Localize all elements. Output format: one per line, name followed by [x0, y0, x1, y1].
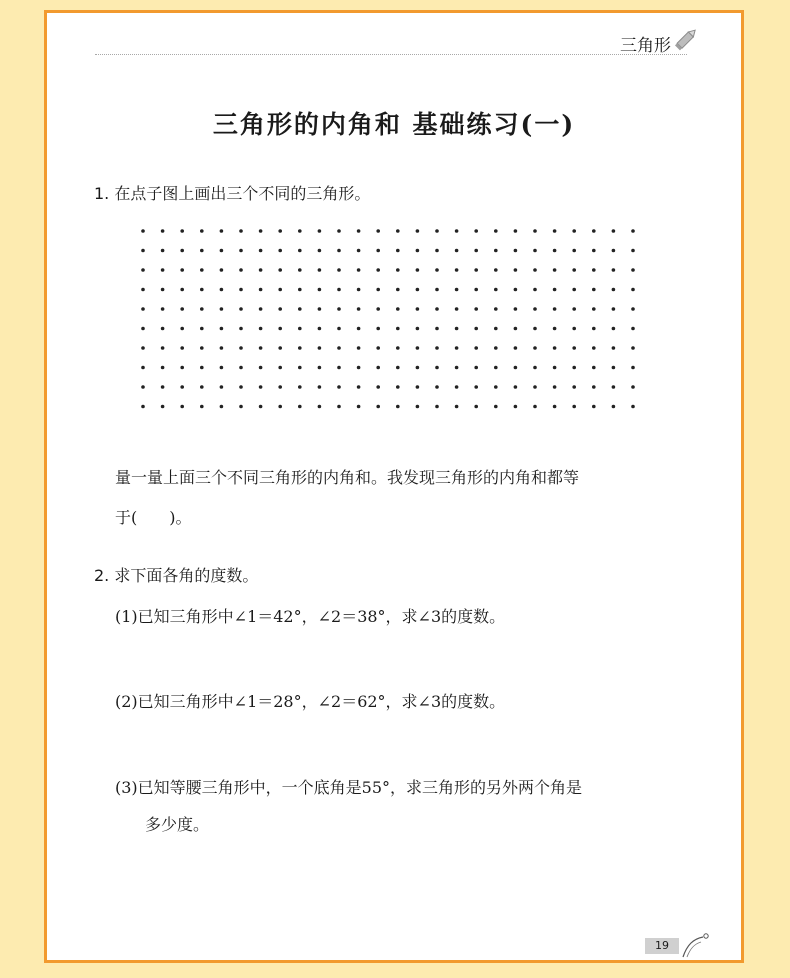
grid-dot[interactable] — [455, 288, 459, 292]
grid-dot[interactable] — [357, 327, 361, 331]
grid-dot[interactable] — [416, 346, 420, 350]
grid-dot[interactable] — [337, 229, 341, 233]
grid-dot[interactable] — [416, 366, 420, 370]
grid-dot[interactable] — [572, 385, 576, 389]
grid-dot[interactable] — [200, 346, 204, 350]
grid-dot[interactable] — [612, 327, 616, 331]
grid-dot[interactable] — [239, 288, 243, 292]
grid-dot[interactable] — [416, 327, 420, 331]
question-2-item-3-line2: 多少度。 — [145, 815, 210, 834]
grid-dot[interactable] — [161, 288, 165, 292]
grid-dot[interactable] — [200, 229, 204, 233]
grid-dot[interactable] — [200, 366, 204, 370]
grid-dot[interactable] — [553, 268, 557, 272]
grid-dot[interactable] — [141, 268, 145, 272]
grid-dot[interactable] — [337, 249, 341, 253]
grid-dot[interactable] — [494, 307, 498, 311]
question-1-line1: 量一量上面三个不同三角形的内角和。我发现三角形的内角和都等 — [115, 468, 580, 487]
grid-dot[interactable] — [435, 385, 439, 389]
grid-dot[interactable] — [396, 268, 400, 272]
grid-dot[interactable] — [200, 405, 204, 409]
grid-dot[interactable] — [494, 366, 498, 370]
grid-dot[interactable] — [612, 366, 616, 370]
grid-dot[interactable] — [416, 405, 420, 409]
grid-dot[interactable] — [533, 249, 537, 253]
grid-dot[interactable] — [455, 268, 459, 272]
grid-dot[interactable] — [161, 249, 165, 253]
grid-dot[interactable] — [200, 268, 204, 272]
grid-dot[interactable] — [298, 307, 302, 311]
grid-dot[interactable] — [200, 249, 204, 253]
grid-dot[interactable] — [376, 385, 380, 389]
grid-dot[interactable] — [180, 405, 184, 409]
grid-dot[interactable] — [141, 249, 145, 253]
grid-dot[interactable] — [631, 346, 635, 350]
grid-dot[interactable] — [494, 385, 498, 389]
grid-dot[interactable] — [514, 288, 518, 292]
grid-dot[interactable] — [396, 327, 400, 331]
grid-dot[interactable] — [592, 249, 596, 253]
grid-dot[interactable] — [592, 288, 596, 292]
grid-dot[interactable] — [494, 346, 498, 350]
grid-dot[interactable] — [514, 346, 518, 350]
grid-dot[interactable] — [180, 327, 184, 331]
grid-dot[interactable] — [298, 249, 302, 253]
grid-dot[interactable] — [318, 249, 322, 253]
grid-dot[interactable] — [278, 327, 282, 331]
grid-dot[interactable] — [239, 346, 243, 350]
grid-dot[interactable] — [376, 366, 380, 370]
grid-dot[interactable] — [200, 288, 204, 292]
grid-dot[interactable] — [318, 288, 322, 292]
grid-dot[interactable] — [396, 366, 400, 370]
grid-dot[interactable] — [435, 249, 439, 253]
grid-dot[interactable] — [494, 327, 498, 331]
grid-dot[interactable] — [474, 366, 478, 370]
grid-dot[interactable] — [239, 405, 243, 409]
grid-dot[interactable] — [259, 307, 263, 311]
grid-dot[interactable] — [259, 366, 263, 370]
grid-dot[interactable] — [318, 307, 322, 311]
grid-dot[interactable] — [298, 268, 302, 272]
grid-dot[interactable] — [514, 385, 518, 389]
grid-dot[interactable] — [376, 268, 380, 272]
grid-dot[interactable] — [259, 288, 263, 292]
grid-dot[interactable] — [553, 405, 557, 409]
grid-dot[interactable] — [416, 229, 420, 233]
grid-dot[interactable] — [239, 327, 243, 331]
grid-dot[interactable] — [396, 405, 400, 409]
dot-grid[interactable] — [135, 225, 645, 430]
grid-dot[interactable] — [318, 268, 322, 272]
grid-dot[interactable] — [592, 385, 596, 389]
grid-dot[interactable] — [455, 346, 459, 350]
grid-dot[interactable] — [533, 229, 537, 233]
grid-dot[interactable] — [514, 405, 518, 409]
grid-dot[interactable] — [239, 307, 243, 311]
grid-dot[interactable] — [514, 249, 518, 253]
grid-dot[interactable] — [474, 405, 478, 409]
grid-dot[interactable] — [239, 268, 243, 272]
grid-dot[interactable] — [612, 229, 616, 233]
grid-dot[interactable] — [572, 268, 576, 272]
grid-dot[interactable] — [259, 268, 263, 272]
grid-dot[interactable] — [592, 307, 596, 311]
grid-dot[interactable] — [200, 327, 204, 331]
grid-dot[interactable] — [553, 346, 557, 350]
grid-dot[interactable] — [220, 385, 224, 389]
pencil-icon — [673, 25, 701, 53]
grid-dot[interactable] — [239, 229, 243, 233]
grid-dot[interactable] — [337, 268, 341, 272]
grid-dot[interactable] — [318, 366, 322, 370]
grid-dot[interactable] — [357, 307, 361, 311]
grid-dot[interactable] — [612, 405, 616, 409]
grid-dot[interactable] — [474, 249, 478, 253]
question-2-item-1: (1)已知三角形中∠1＝42°，∠2＝38°，求∠3的度数。 — [115, 607, 506, 626]
grid-dot[interactable] — [455, 307, 459, 311]
grid-dot[interactable] — [612, 249, 616, 253]
grid-dot[interactable] — [318, 405, 322, 409]
grid-dot[interactable] — [474, 385, 478, 389]
grid-dot[interactable] — [396, 385, 400, 389]
grid-dot[interactable] — [220, 366, 224, 370]
grid-dot[interactable] — [357, 249, 361, 253]
grid-dot[interactable] — [435, 327, 439, 331]
grid-dot[interactable] — [533, 346, 537, 350]
grid-dot[interactable] — [376, 307, 380, 311]
grid-dot[interactable] — [357, 405, 361, 409]
grid-dot[interactable] — [278, 229, 282, 233]
grid-dot[interactable] — [631, 268, 635, 272]
grid-dot[interactable] — [298, 346, 302, 350]
grid-dot[interactable] — [553, 327, 557, 331]
grid-dot[interactable] — [474, 307, 478, 311]
grid-dot[interactable] — [337, 346, 341, 350]
grid-dot[interactable] — [631, 327, 635, 331]
grid-dot[interactable] — [553, 229, 557, 233]
grid-dot[interactable] — [278, 249, 282, 253]
grid-dot[interactable] — [357, 268, 361, 272]
grid-dot[interactable] — [572, 327, 576, 331]
grid-dot[interactable] — [220, 249, 224, 253]
grid-dot[interactable] — [180, 366, 184, 370]
grid-dot[interactable] — [396, 229, 400, 233]
grid-dot[interactable] — [220, 268, 224, 272]
grid-dot[interactable] — [220, 288, 224, 292]
grid-dot[interactable] — [180, 268, 184, 272]
grid-dot[interactable] — [259, 346, 263, 350]
grid-dot[interactable] — [631, 405, 635, 409]
grid-dot[interactable] — [572, 288, 576, 292]
page-title: 三角形的内角和 基础练习(一) — [212, 110, 576, 139]
grid-dot[interactable] — [141, 385, 145, 389]
grid-dot[interactable] — [357, 288, 361, 292]
grid-dot[interactable] — [141, 366, 145, 370]
grid-dot[interactable] — [396, 307, 400, 311]
grid-dot[interactable] — [455, 229, 459, 233]
grid-dot[interactable] — [318, 229, 322, 233]
grid-dot[interactable] — [592, 229, 596, 233]
question-2-item-3-line1: (3)已知等腰三角形中，一个底角是55°，求三角形的另外两个角是 — [115, 778, 583, 797]
grid-dot[interactable] — [435, 346, 439, 350]
question-1-prompt: 1. 在点子图上画出三个不同的三角形。 — [94, 184, 371, 203]
grid-dot[interactable] — [278, 405, 282, 409]
grid-dot[interactable] — [572, 405, 576, 409]
grid-dot[interactable] — [278, 288, 282, 292]
grid-dot[interactable] — [259, 385, 263, 389]
grid-dot[interactable] — [259, 327, 263, 331]
grid-dot[interactable] — [631, 288, 635, 292]
grid-dot[interactable] — [376, 405, 380, 409]
grid-dot[interactable] — [278, 385, 282, 389]
grid-dot[interactable] — [533, 307, 537, 311]
grid-dot[interactable] — [357, 385, 361, 389]
grid-dot[interactable] — [631, 385, 635, 389]
grid-dot[interactable] — [200, 307, 204, 311]
grid-dot[interactable] — [514, 366, 518, 370]
grid-dot[interactable] — [612, 307, 616, 311]
grid-dot[interactable] — [474, 229, 478, 233]
grid-dot[interactable] — [494, 405, 498, 409]
grid-dot[interactable] — [455, 405, 459, 409]
grid-dot[interactable] — [180, 288, 184, 292]
grid-dot[interactable] — [180, 249, 184, 253]
grid-dot[interactable] — [592, 327, 596, 331]
grid-dot[interactable] — [239, 366, 243, 370]
grid-dot[interactable] — [220, 229, 224, 233]
grid-dot[interactable] — [631, 249, 635, 253]
grid-dot[interactable] — [514, 327, 518, 331]
grid-dot[interactable] — [161, 405, 165, 409]
grid-dot[interactable] — [278, 268, 282, 272]
grid-dot[interactable] — [141, 327, 145, 331]
grid-dot[interactable] — [631, 229, 635, 233]
grid-dot[interactable] — [278, 366, 282, 370]
grid-dot[interactable] — [396, 249, 400, 253]
grid-dot[interactable] — [455, 385, 459, 389]
grid-dot[interactable] — [533, 366, 537, 370]
grid-dot[interactable] — [514, 268, 518, 272]
grid-dot[interactable] — [141, 288, 145, 292]
grid-dot[interactable] — [435, 366, 439, 370]
grid-dot[interactable] — [180, 385, 184, 389]
grid-dot[interactable] — [161, 268, 165, 272]
grid-dot[interactable] — [553, 288, 557, 292]
grid-dot[interactable] — [337, 327, 341, 331]
grid-dot[interactable] — [298, 229, 302, 233]
grid-dot[interactable] — [455, 249, 459, 253]
grid-dot[interactable] — [318, 385, 322, 389]
grid-dot[interactable] — [533, 405, 537, 409]
grid-dot[interactable] — [278, 307, 282, 311]
grid-dot[interactable] — [631, 307, 635, 311]
page-number: 19 — [645, 938, 679, 954]
question-2-prompt: 2. 求下面各角的度数。 — [94, 566, 259, 585]
grid-dot[interactable] — [533, 268, 537, 272]
question-2-item-2: (2)已知三角形中∠1＝28°，∠2＝62°，求∠3的度数。 — [115, 692, 506, 711]
grid-dot[interactable] — [259, 405, 263, 409]
grid-dot[interactable] — [553, 385, 557, 389]
grid-dot[interactable] — [376, 229, 380, 233]
grid-dot[interactable] — [239, 249, 243, 253]
grid-dot[interactable] — [612, 268, 616, 272]
grid-dot[interactable] — [455, 327, 459, 331]
grid-dot[interactable] — [435, 288, 439, 292]
grid-dot[interactable] — [259, 229, 263, 233]
grid-dot[interactable] — [553, 366, 557, 370]
grid-dot[interactable] — [337, 366, 341, 370]
grid-dot[interactable] — [612, 346, 616, 350]
grid-dot[interactable] — [141, 405, 145, 409]
grid-dot[interactable] — [474, 288, 478, 292]
grid-dot[interactable] — [298, 327, 302, 331]
grid-dot[interactable] — [180, 229, 184, 233]
question-1-answer-line: 于( )。 — [115, 508, 192, 527]
grid-dot[interactable] — [298, 288, 302, 292]
grid-dot[interactable] — [416, 268, 420, 272]
grid-dot[interactable] — [220, 327, 224, 331]
section-title: 三角形 — [620, 36, 671, 56]
grid-dot[interactable] — [612, 385, 616, 389]
worksheet-page — [44, 10, 744, 963]
grid-dot[interactable] — [592, 405, 596, 409]
grid-dot[interactable] — [357, 229, 361, 233]
grid-dot[interactable] — [141, 229, 145, 233]
grid-dot[interactable] — [298, 405, 302, 409]
grid-dot[interactable] — [416, 249, 420, 253]
grid-dot[interactable] — [376, 327, 380, 331]
grid-dot[interactable] — [416, 385, 420, 389]
grid-dot[interactable] — [494, 268, 498, 272]
grid-dot[interactable] — [533, 288, 537, 292]
grid-dot[interactable] — [592, 346, 596, 350]
grid-dot[interactable] — [337, 405, 341, 409]
grid-dot[interactable] — [553, 307, 557, 311]
grid-dot[interactable] — [474, 346, 478, 350]
grid-dot[interactable] — [553, 249, 557, 253]
grid-dot[interactable] — [533, 327, 537, 331]
grid-dot[interactable] — [572, 366, 576, 370]
grid-dot[interactable] — [592, 366, 596, 370]
grid-dot[interactable] — [494, 229, 498, 233]
grid-dot[interactable] — [514, 307, 518, 311]
grid-dot[interactable] — [396, 346, 400, 350]
grid-dot[interactable] — [435, 405, 439, 409]
grid-dot[interactable] — [161, 346, 165, 350]
grid-dot[interactable] — [592, 268, 596, 272]
grid-dot[interactable] — [180, 346, 184, 350]
grid-dot[interactable] — [376, 249, 380, 253]
grid-dot[interactable] — [200, 385, 204, 389]
grid-dot[interactable] — [239, 385, 243, 389]
grid-dot[interactable] — [474, 327, 478, 331]
grid-dot[interactable] — [180, 307, 184, 311]
grid-dot[interactable] — [337, 288, 341, 292]
grid-dot[interactable] — [220, 307, 224, 311]
grid-dot[interactable] — [220, 346, 224, 350]
grid-dot[interactable] — [572, 307, 576, 311]
grid-dot[interactable] — [357, 366, 361, 370]
grid-dot[interactable] — [455, 366, 459, 370]
grid-dot[interactable] — [435, 268, 439, 272]
grid-dot[interactable] — [161, 366, 165, 370]
grid-dot[interactable] — [572, 229, 576, 233]
grid-dot[interactable] — [161, 385, 165, 389]
grid-dot[interactable] — [533, 385, 537, 389]
grid-dot[interactable] — [318, 327, 322, 331]
grid-dot[interactable] — [474, 268, 478, 272]
grid-dot[interactable] — [337, 385, 341, 389]
grid-dot[interactable] — [298, 366, 302, 370]
grid-dot[interactable] — [161, 307, 165, 311]
grid-dot[interactable] — [514, 229, 518, 233]
grid-dot[interactable] — [494, 288, 498, 292]
grid-dot[interactable] — [357, 346, 361, 350]
grid-dot[interactable] — [141, 307, 145, 311]
grid-dot[interactable] — [435, 307, 439, 311]
grid-dot[interactable] — [220, 405, 224, 409]
grid-dot[interactable] — [416, 288, 420, 292]
grid-dot[interactable] — [396, 288, 400, 292]
grid-dot[interactable] — [298, 385, 302, 389]
grid-dot[interactable] — [337, 307, 341, 311]
swirl-icon — [679, 931, 711, 959]
grid-dot[interactable] — [572, 249, 576, 253]
grid-dot[interactable] — [494, 249, 498, 253]
grid-dot[interactable] — [376, 346, 380, 350]
grid-dot[interactable] — [161, 327, 165, 331]
grid-dot[interactable] — [435, 229, 439, 233]
grid-dot[interactable] — [612, 288, 616, 292]
header-divider — [95, 54, 687, 55]
grid-dot[interactable] — [631, 366, 635, 370]
grid-dot[interactable] — [141, 346, 145, 350]
grid-dot[interactable] — [572, 346, 576, 350]
grid-dot[interactable] — [278, 346, 282, 350]
grid-dot[interactable] — [376, 288, 380, 292]
grid-dot[interactable] — [259, 249, 263, 253]
grid-dot[interactable] — [416, 307, 420, 311]
grid-dot[interactable] — [161, 229, 165, 233]
grid-dot[interactable] — [318, 346, 322, 350]
